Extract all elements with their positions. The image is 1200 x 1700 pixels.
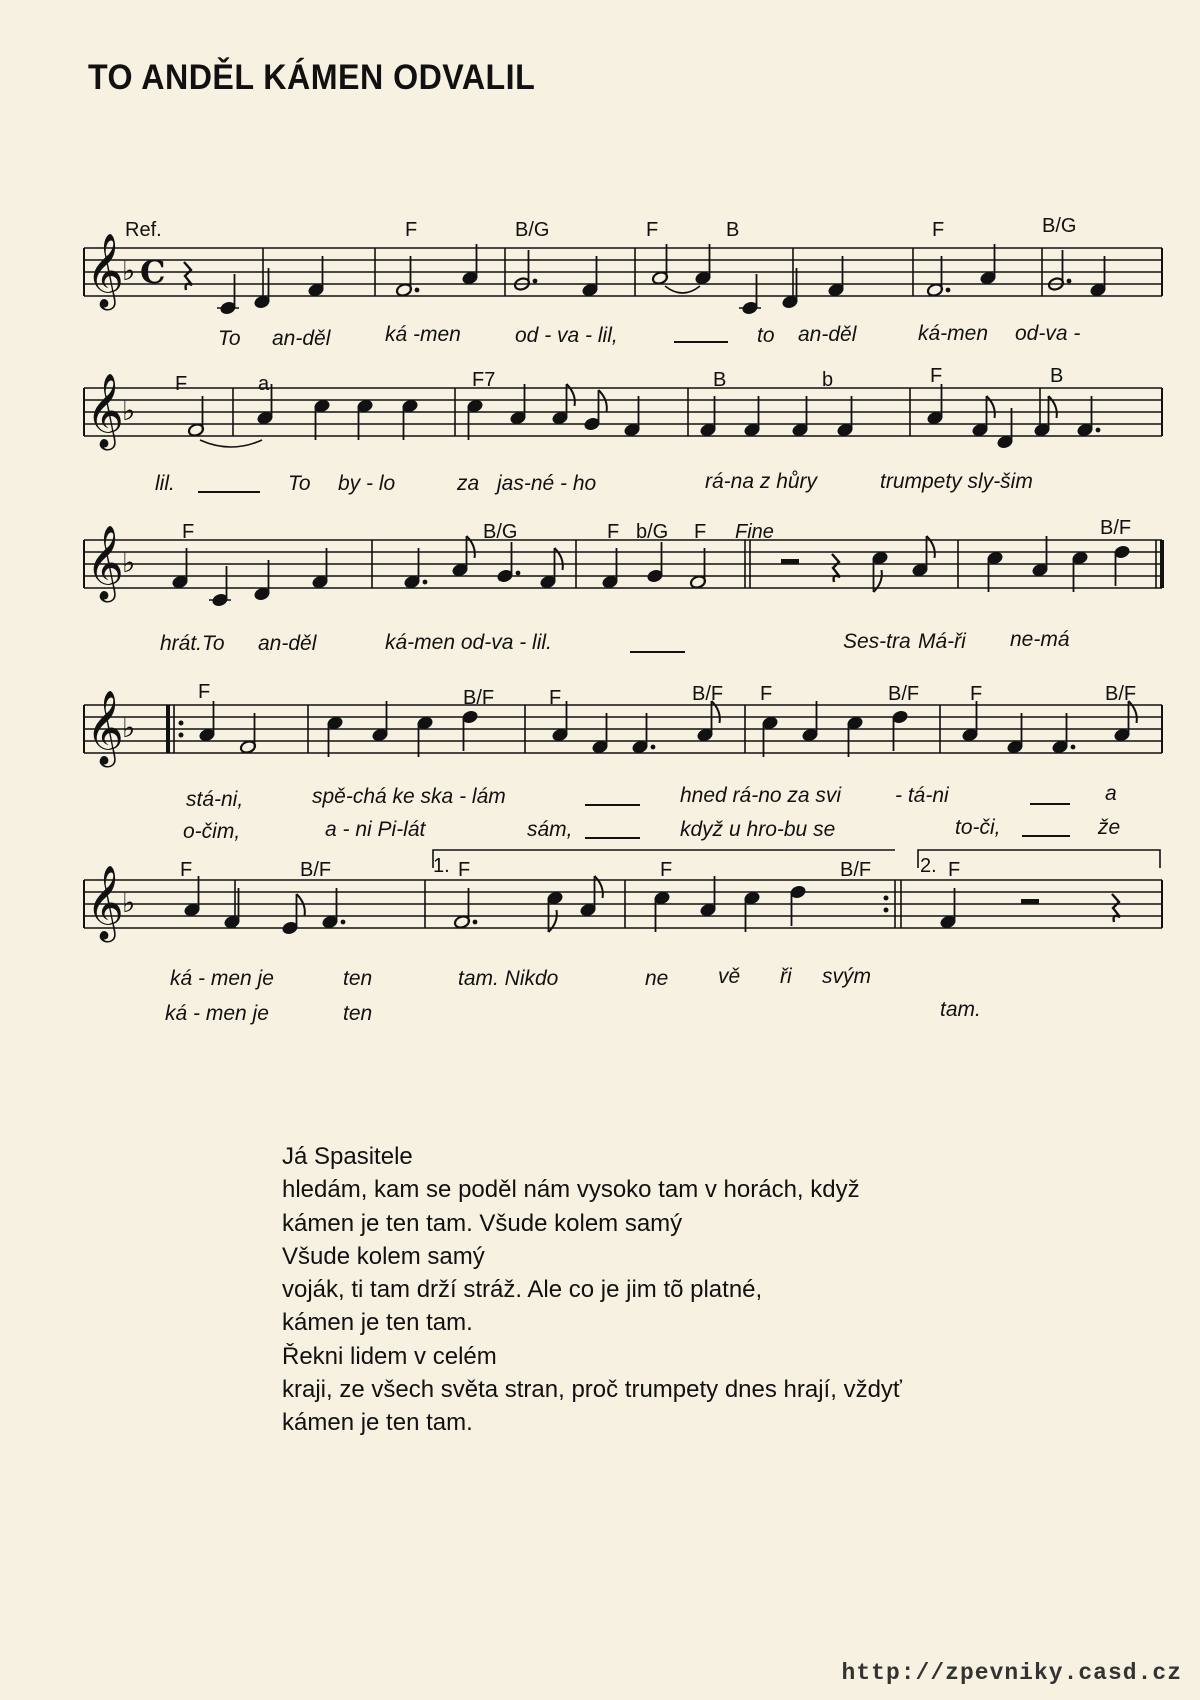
lyric: ten bbox=[343, 1002, 373, 1025]
verse-line: Já Spasitele bbox=[282, 1143, 413, 1170]
treble-clef-icon: 𝄞 bbox=[86, 866, 124, 940]
lyric: an-děl bbox=[798, 323, 857, 346]
chord: B/F bbox=[1105, 683, 1137, 705]
note-dot bbox=[516, 571, 521, 576]
lyric: Má-ři bbox=[918, 630, 966, 653]
lyric: lil. bbox=[155, 472, 175, 495]
chord: F bbox=[760, 683, 773, 705]
verse-line: voják, ti tam drží stráž. Ale co je jim tõ platné, bbox=[282, 1276, 763, 1304]
chord: F7 bbox=[472, 369, 496, 391]
lyric: ká -men bbox=[385, 323, 461, 346]
flat-icon: ♭ bbox=[122, 711, 136, 744]
chord: B/F bbox=[300, 859, 332, 881]
lyric: jas-né - ho bbox=[497, 472, 597, 495]
lyric: ká-men bbox=[918, 322, 989, 345]
quarter-rest-icon bbox=[184, 262, 192, 290]
chord: B/F bbox=[692, 683, 724, 705]
lyric: ten bbox=[343, 967, 373, 990]
song-title: TO ANDĚL KÁMEN ODVALIL bbox=[88, 58, 536, 97]
flat-icon: ♭ bbox=[122, 394, 136, 427]
lyric: trumpety sly-šim bbox=[880, 470, 1033, 493]
tie bbox=[665, 286, 700, 293]
repeat-dot bbox=[884, 908, 889, 913]
quarter-rest-icon bbox=[832, 554, 840, 582]
lyric: spě-chá ke ska - lám bbox=[312, 785, 506, 808]
repeat-dot bbox=[884, 896, 889, 901]
lyric: a - ni Pi-lát bbox=[325, 818, 426, 841]
verse-line: Řekni lidem v celém bbox=[282, 1342, 497, 1370]
chord: B/F bbox=[840, 859, 872, 881]
note-dot bbox=[473, 920, 478, 925]
lyric: vě bbox=[718, 965, 741, 988]
lyric: ne-má bbox=[1010, 628, 1070, 651]
lyric: stá-ni, bbox=[186, 788, 244, 811]
note-dot bbox=[1096, 428, 1101, 433]
chord: B/F bbox=[463, 687, 495, 709]
lyric: an-děl bbox=[258, 632, 317, 655]
lyric: to bbox=[757, 324, 775, 347]
lyric: ká - men je bbox=[170, 967, 274, 990]
chord: F bbox=[607, 521, 620, 543]
lyric: když u hro-bu se bbox=[680, 818, 836, 841]
lyric: rá-na z hůry bbox=[705, 470, 818, 493]
lyric: o-čim, bbox=[183, 820, 241, 843]
chord: F bbox=[694, 521, 707, 543]
lyric: to-či, bbox=[955, 816, 1001, 839]
verse-line: kraji, ze všech světa stran, proč trumpety dnes hrají, vždyť bbox=[282, 1376, 902, 1404]
treble-clef-icon: 𝄞 bbox=[86, 374, 124, 448]
chord: F bbox=[970, 683, 983, 705]
lyric: by - lo bbox=[338, 472, 396, 495]
repeat-dot bbox=[179, 721, 184, 726]
lyric: To bbox=[288, 472, 311, 495]
chord: F bbox=[660, 859, 673, 881]
chord: B/F bbox=[888, 683, 920, 705]
chord: B/G bbox=[483, 521, 518, 543]
repeat-dot bbox=[179, 733, 184, 738]
lyric: od - va - lil, bbox=[515, 324, 618, 347]
note-dot bbox=[946, 288, 951, 293]
chord: B/G bbox=[1042, 215, 1077, 237]
note-flag bbox=[297, 894, 305, 916]
chord: F bbox=[180, 859, 193, 881]
half-rest-icon bbox=[781, 559, 799, 564]
note-dot bbox=[651, 745, 656, 750]
chord: a bbox=[258, 373, 270, 395]
chord: F bbox=[932, 219, 945, 241]
note-dot bbox=[341, 920, 346, 925]
chord: B/F bbox=[1100, 517, 1132, 539]
lyric: an-děl bbox=[272, 327, 331, 350]
lyric: za bbox=[457, 472, 480, 495]
fine-label: Fine bbox=[735, 521, 774, 543]
lyric: hned rá-no za svi bbox=[680, 784, 842, 807]
verse-text bbox=[282, 1140, 1102, 1440]
treble-clef-icon: 𝄞 bbox=[86, 526, 124, 600]
chord: F bbox=[930, 365, 943, 387]
lyric: od-va - bbox=[1015, 322, 1081, 345]
lyric: To bbox=[218, 327, 241, 350]
verse-line: Všude kolem samý bbox=[282, 1242, 485, 1270]
lyric: Ses-tra bbox=[843, 630, 911, 653]
quarter-rest-icon bbox=[1112, 894, 1120, 922]
chord: F bbox=[646, 219, 659, 241]
chord: F bbox=[549, 687, 562, 709]
chord: b/G bbox=[636, 521, 669, 543]
chord: b bbox=[822, 369, 834, 391]
ref-label: Ref. bbox=[125, 219, 162, 241]
chord: F bbox=[182, 521, 195, 543]
lyric: ká-men od-va - lil. bbox=[385, 631, 552, 654]
note-dot bbox=[423, 580, 428, 585]
chord: B/G bbox=[515, 219, 550, 241]
chord: F bbox=[405, 219, 418, 241]
lyric: svým bbox=[822, 965, 871, 988]
verse-line: kámen je ten tam. bbox=[282, 1309, 473, 1337]
flat-icon: ♭ bbox=[122, 886, 136, 919]
note-dot bbox=[533, 279, 538, 284]
chord: F bbox=[458, 859, 471, 881]
verse-line: kámen je ten tam. Všude kolem samý bbox=[282, 1209, 683, 1237]
tie bbox=[200, 440, 262, 447]
treble-clef-icon: 𝄞 bbox=[86, 234, 124, 308]
lyric: tam. Nikdo bbox=[458, 967, 559, 990]
chord: F bbox=[198, 681, 211, 703]
note-dot bbox=[415, 288, 420, 293]
volta-1-label: 1. bbox=[433, 855, 450, 877]
flat-icon: ♭ bbox=[122, 254, 136, 287]
lyric: že bbox=[1098, 816, 1121, 839]
verse-line: kámen je ten tam. bbox=[282, 1409, 473, 1437]
chord: B bbox=[713, 369, 727, 391]
volta-2-label: 2. bbox=[920, 855, 937, 877]
flat-icon: ♭ bbox=[122, 546, 136, 579]
lyric: ři bbox=[780, 965, 792, 988]
note-flag bbox=[599, 390, 607, 412]
note-dot bbox=[1071, 745, 1076, 750]
chord: B bbox=[1050, 365, 1064, 387]
footer-url[interactable]: http://zpevniky.casd.cz bbox=[841, 1660, 1182, 1686]
lyric: ne bbox=[645, 967, 669, 990]
lyric: hrát.To bbox=[160, 632, 225, 655]
note-dot bbox=[1067, 279, 1072, 284]
lyric: sám, bbox=[527, 818, 573, 841]
treble-clef-icon: 𝄞 bbox=[86, 691, 124, 765]
verse-line: hledám, kam se poděl nám vysoko tam v horách, když bbox=[282, 1176, 860, 1204]
lyric: - tá-ni bbox=[895, 784, 949, 807]
chord: B bbox=[726, 219, 740, 241]
chord: F bbox=[948, 859, 961, 881]
half-rest-icon bbox=[1021, 899, 1039, 904]
common-time-icon: C bbox=[140, 253, 166, 291]
lyric: tam. bbox=[940, 998, 981, 1021]
chord: F bbox=[175, 373, 188, 395]
lyric: ká - men je bbox=[165, 1002, 269, 1025]
lyric: a bbox=[1105, 782, 1117, 805]
